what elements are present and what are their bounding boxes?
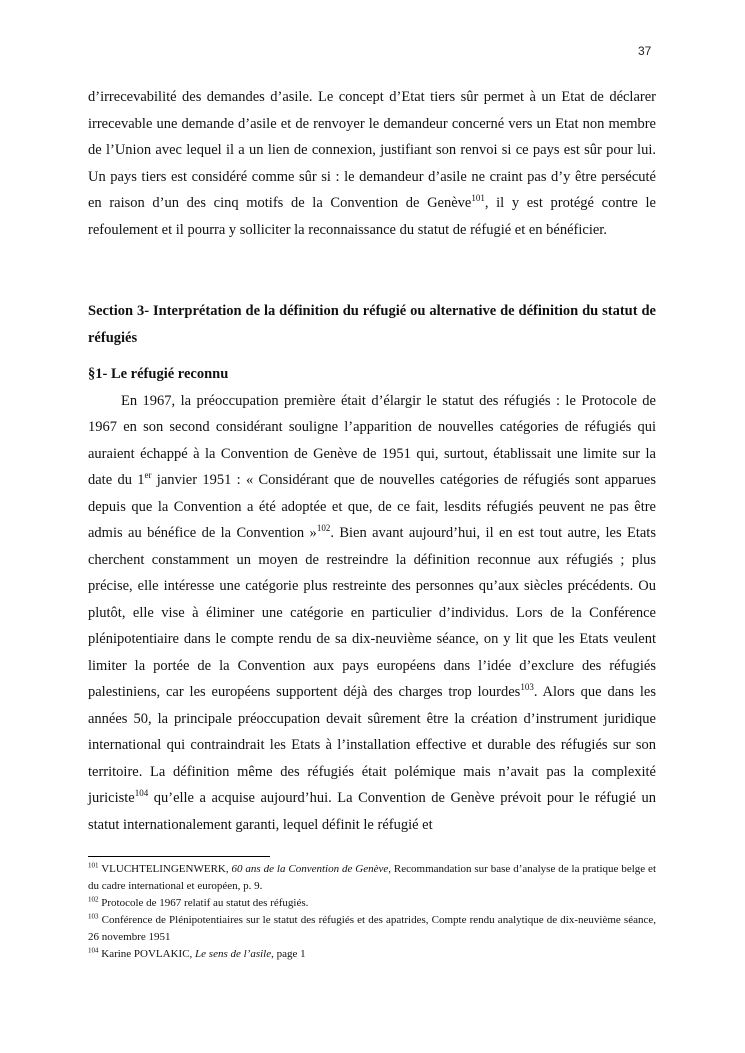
footnote-ref-104[interactable]: 104 [134,788,149,799]
paragraph-2-text-5: qu’elle a acquise aujourd’hui. La Convention de Genève prévoit pour le réfugié un statut internationalement garanti, lequel définit le réfugié et [88,790,656,833]
footnote-number: 103 [88,912,99,921]
footnote-102 [88,895,656,912]
section-title: Section 3- Interprétation de la définition du réfugié ou alternative de définition du statut de réfugiés [88,303,656,346]
paragraph-2-text-4: . Alors que dans les années 50, la principale préoccupation devait sûrement être la création d’instrument juridique international qui contraindrait les Etats à l’installation effective et durable des réfugiés sur son territoire. La définition même des réfugiés était polémique mais n’avait pas la complexité juriciste [88,684,657,806]
footnote-number: 101 [88,861,99,870]
footnote-ref-101[interactable]: 101 [471,193,485,204]
footnote-divider [88,856,270,857]
page-number: 37 [638,44,652,58]
footnote-103 [88,912,656,946]
footnote-number: 104 [88,946,99,955]
footnote-text: , page 1 [271,948,306,960]
footnote-title: 60 ans de la Convention de Genève, [231,863,391,875]
footnote-author: VLUCHTELINGENWERK, [98,863,232,875]
footnote-101 [88,861,656,895]
paragraph-2-text-1: En 1967, la préoccupation première était d’élargir le statut des réfugiés : le Protocole de 1967 en son second considérant souligne l’apparition de nouvelles catégories de réfugiés qui auraient échappé à la Convention de Genève de 1951 qui, surtout, établissait une limite sur la date du 1 [88,392,656,488]
paragraph-2 [88,388,656,839]
footnote-104 [88,946,656,963]
footnote-text: Recommandation sur base d’analyse de la pratique belge et du cadre international et européen, p. 9. [88,863,656,892]
footnote-ref-103[interactable]: 103 [520,682,534,693]
footnote-ref-102[interactable]: 102 [316,523,331,534]
footnote-title: Le sens de l’asile [195,948,272,960]
paragraph-2-text-3: . Bien avant aujourd’hui, il en est tout autre, les Etats cherchent constamment un moyen de restreindre la définition reconnue aux réfugiés ; plus précise, elle intéresse une catégorie plus restreinte des personnes qu’aux siècles précédents. Ou plutôt, elle vise à éliminer une catégorie en particulier d’individus. Lors de la Conférence plénipotentiaire dans le compte rendu de sa dix-neuvième séance, on y lit que les Etats veulent limiter la portée de la Convention aux pays européens dans l’idée d’exclure des réfugiés palestiniens, car les européens supportent déjà des charges trop lourdes [88,525,656,700]
page-body [88,84,656,838]
paragraph-1 [88,84,656,243]
paragraph-2-text-2: janvier 1951 : « Considérant que de nouvelles catégories de réfugiés sont apparues depuis que la Convention a été adoptée et que, de ce fait, lesdits réfugiés peuvent ne pas être admis au bénéfice de la Convention » [88,472,656,541]
ordinal-superscript: er [144,470,152,481]
footnote-author: Karine POVLAKIC, [98,948,196,960]
footnotes [88,856,656,963]
subsection-title: §1- Le réfugié reconnu [88,366,229,382]
paragraph-1-text-end: , il y est protégé contre le refoulement et il pourra y solliciter la reconnaissance du statut de réfugié et en bénéficier. [88,195,656,238]
footnote-text: Conférence de Plénipotentiaires sur le statut des réfugiés et des apatrides, Compte rendu analytique de dix-neuvième séance, 26 novembre 1951 [88,914,656,943]
paragraph-1-text: d’irrecevabilité des demandes d’asile. Le concept d’Etat tiers sûr permet à un Etat de déclarer irrecevable une demande d’asile et de renvoyer le demandeur concerné vers un Etat non membre de l’Union avec lequel il a un lien de connexion, justifiant son renvoi si ce pays est sûr pour lui. Un pays tiers est considéré comme sûr si : le demandeur d’asile ne craint pas d’y être persécuté en raison d’un des cinq motifs de la Convention de Genève [88,89,656,211]
footnote-number: 102 [88,895,99,904]
footnote-text: Protocole de 1967 relatif au statut des réfugiés. [98,897,309,909]
